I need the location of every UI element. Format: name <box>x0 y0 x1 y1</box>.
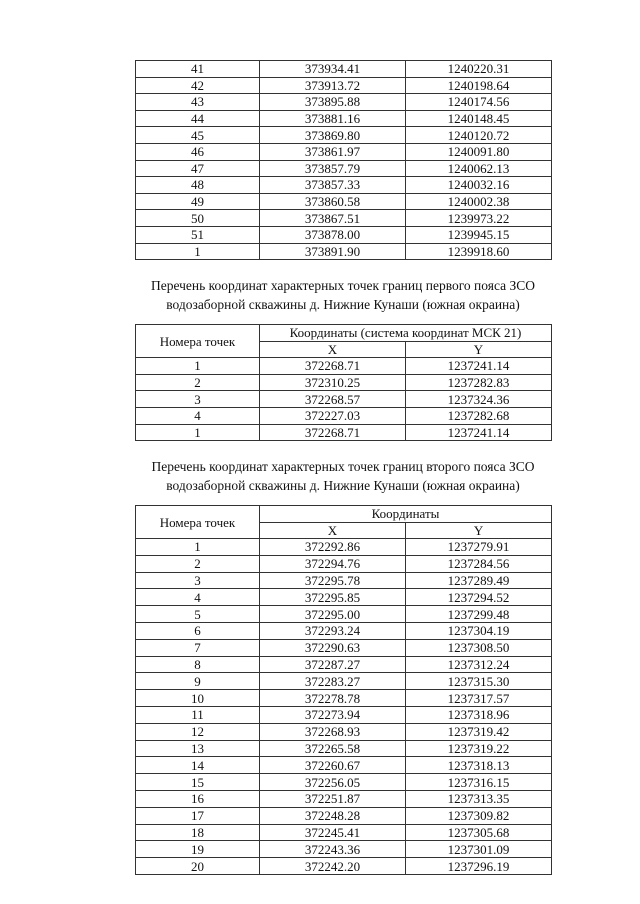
coordinates-column-header: Координаты (система координат МСК 21) <box>260 325 552 342</box>
table-row <box>136 807 552 824</box>
x-coordinate-cell: 372295.85 <box>260 589 406 606</box>
table-row <box>136 177 552 194</box>
y-coordinate-cell: 1240148.45 <box>406 110 552 127</box>
x-coordinate-cell: 372278.78 <box>260 690 406 707</box>
point-number-cell: 45 <box>136 127 260 144</box>
second-zone-coordinates-table <box>135 505 552 875</box>
y-coordinate-cell: 1237282.68 <box>406 408 552 425</box>
table-row <box>136 143 552 160</box>
coordinates-column-header: Координаты <box>260 506 552 523</box>
point-number-cell: 43 <box>136 94 260 111</box>
points-column-header: Номера точек <box>136 325 260 358</box>
point-number-cell: 48 <box>136 177 260 194</box>
y-coordinate-cell: 1237284.56 <box>406 555 552 572</box>
x-coordinate-cell: 372294.76 <box>260 555 406 572</box>
y-coordinate-cell: 1237313.35 <box>406 790 552 807</box>
x-coordinate-cell: 373878.00 <box>260 226 406 243</box>
y-column-header: Y <box>406 341 552 358</box>
point-number-cell: 20 <box>136 858 260 875</box>
y-coordinate-cell: 1237315.30 <box>406 673 552 690</box>
table-row <box>136 824 552 841</box>
x-coordinate-cell: 372260.67 <box>260 757 406 774</box>
point-number-cell: 1 <box>136 358 260 375</box>
table-row <box>136 210 552 227</box>
point-number-cell: 5 <box>136 606 260 623</box>
point-number-cell: 46 <box>136 143 260 160</box>
table-row <box>136 358 552 375</box>
y-coordinate-cell: 1237318.96 <box>406 706 552 723</box>
first-zone-caption-line1: Перечень координат характерных точек границ первого пояса ЗСО <box>150 278 536 293</box>
x-coordinate-cell: 373895.88 <box>260 94 406 111</box>
x-coordinate-cell: 373867.51 <box>260 210 406 227</box>
points-column-header: Номера точек <box>136 506 260 539</box>
coordinates-table-continuation <box>135 60 552 260</box>
table-row <box>136 589 552 606</box>
table-row <box>136 757 552 774</box>
x-coordinate-cell: 372227.03 <box>260 408 406 425</box>
table-row <box>136 110 552 127</box>
point-number-cell: 4 <box>136 589 260 606</box>
first-zone-coordinates-table <box>135 324 552 441</box>
y-coordinate-cell: 1240002.38 <box>406 193 552 210</box>
y-coordinate-cell: 1237319.22 <box>406 740 552 757</box>
table2-body <box>136 358 552 441</box>
y-coordinate-cell: 1237304.19 <box>406 622 552 639</box>
x-coordinate-cell: 373913.72 <box>260 77 406 94</box>
y-coordinate-cell: 1237241.14 <box>406 358 552 375</box>
x-coordinate-cell: 373857.79 <box>260 160 406 177</box>
table-row <box>136 226 552 243</box>
point-number-cell: 2 <box>136 555 260 572</box>
y-coordinate-cell: 1239973.22 <box>406 210 552 227</box>
point-number-cell: 12 <box>136 723 260 740</box>
x-coordinate-cell: 372295.00 <box>260 606 406 623</box>
x-coordinate-cell: 372287.27 <box>260 656 406 673</box>
x-coordinate-cell: 373934.41 <box>260 61 406 78</box>
table3-body <box>136 539 552 875</box>
point-number-cell: 6 <box>136 622 260 639</box>
point-number-cell: 51 <box>136 226 260 243</box>
y-coordinate-cell: 1237301.09 <box>406 841 552 858</box>
x-coordinate-cell: 372245.41 <box>260 824 406 841</box>
x-coordinate-cell: 372292.86 <box>260 539 406 556</box>
y-coordinate-cell: 1240062.13 <box>406 160 552 177</box>
point-number-cell: 3 <box>136 391 260 408</box>
point-number-cell: 13 <box>136 740 260 757</box>
y-coordinate-cell: 1239945.15 <box>406 226 552 243</box>
table-row <box>136 673 552 690</box>
table-row <box>136 408 552 425</box>
point-number-cell: 10 <box>136 690 260 707</box>
table1-body <box>136 61 552 260</box>
point-number-cell: 17 <box>136 807 260 824</box>
table-row <box>136 61 552 78</box>
point-number-cell: 42 <box>136 77 260 94</box>
y-coordinate-cell: 1237308.50 <box>406 639 552 656</box>
table-row <box>136 94 552 111</box>
y-coordinate-cell: 1237324.36 <box>406 391 552 408</box>
x-coordinate-cell: 372256.05 <box>260 774 406 791</box>
x-column-header: X <box>260 341 406 358</box>
x-coordinate-cell: 372248.28 <box>260 807 406 824</box>
second-zone-caption-line1: Перечень координат характерных точек границ второго пояса ЗСО <box>151 459 535 474</box>
y-coordinate-cell: 1237312.24 <box>406 656 552 673</box>
table-row <box>136 841 552 858</box>
y-coordinate-cell: 1237319.42 <box>406 723 552 740</box>
point-number-cell: 47 <box>136 160 260 177</box>
y-coordinate-cell: 1237317.57 <box>406 690 552 707</box>
y-coordinate-cell: 1240220.31 <box>406 61 552 78</box>
table-row <box>136 690 552 707</box>
x-coordinate-cell: 373891.90 <box>260 243 406 260</box>
x-coordinate-cell: 372268.71 <box>260 424 406 441</box>
point-number-cell: 19 <box>136 841 260 858</box>
table-row <box>136 639 552 656</box>
table-row <box>136 77 552 94</box>
x-coordinate-cell: 372243.36 <box>260 841 406 858</box>
y-coordinate-cell: 1237305.68 <box>406 824 552 841</box>
second-zone-caption-line2: водозаборной скважины д. Нижние Кунаши (южная окраина) <box>166 478 520 493</box>
point-number-cell: 1 <box>136 539 260 556</box>
y-coordinate-cell: 1239918.60 <box>406 243 552 260</box>
y-coordinate-cell: 1240091.80 <box>406 143 552 160</box>
table-row <box>136 774 552 791</box>
point-number-cell: 9 <box>136 673 260 690</box>
table-row <box>136 127 552 144</box>
x-coordinate-cell: 373869.80 <box>260 127 406 144</box>
x-coordinate-cell: 372293.24 <box>260 622 406 639</box>
table-row <box>136 243 552 260</box>
table-row <box>136 391 552 408</box>
point-number-cell: 11 <box>136 706 260 723</box>
point-number-cell: 18 <box>136 824 260 841</box>
table-row <box>136 539 552 556</box>
x-coordinate-cell: 372265.58 <box>260 740 406 757</box>
table2-header-row <box>136 325 552 342</box>
table-row <box>136 555 552 572</box>
table-row <box>136 193 552 210</box>
point-number-cell: 44 <box>136 110 260 127</box>
x-coordinate-cell: 373881.16 <box>260 110 406 127</box>
point-number-cell: 2 <box>136 374 260 391</box>
y-coordinate-cell: 1237309.82 <box>406 807 552 824</box>
x-coordinate-cell: 373857.33 <box>260 177 406 194</box>
point-number-cell: 1 <box>136 243 260 260</box>
table-row <box>136 656 552 673</box>
y-coordinate-cell: 1240198.64 <box>406 77 552 94</box>
x-coordinate-cell: 372268.93 <box>260 723 406 740</box>
table-row <box>136 374 552 391</box>
x-coordinate-cell: 372290.63 <box>260 639 406 656</box>
table-row <box>136 424 552 441</box>
table-row <box>136 740 552 757</box>
first-zone-caption-line2: водозаборной скважины д. Нижние Кунаши (южная окраина) <box>166 297 520 312</box>
first-zone-caption <box>100 276 586 314</box>
table-row <box>136 790 552 807</box>
y-coordinate-cell: 1237318.13 <box>406 757 552 774</box>
point-number-cell: 4 <box>136 408 260 425</box>
x-coordinate-cell: 372251.87 <box>260 790 406 807</box>
point-number-cell: 16 <box>136 790 260 807</box>
y-coordinate-cell: 1237294.52 <box>406 589 552 606</box>
y-coordinate-cell: 1237241.14 <box>406 424 552 441</box>
x-coordinate-cell: 372310.25 <box>260 374 406 391</box>
point-number-cell: 50 <box>136 210 260 227</box>
x-coordinate-cell: 372268.57 <box>260 391 406 408</box>
table-row <box>136 572 552 589</box>
x-coordinate-cell: 372242.20 <box>260 858 406 875</box>
y-coordinate-cell: 1237282.83 <box>406 374 552 391</box>
y-coordinate-cell: 1237279.91 <box>406 539 552 556</box>
x-coordinate-cell: 372295.78 <box>260 572 406 589</box>
y-coordinate-cell: 1240032.16 <box>406 177 552 194</box>
x-coordinate-cell: 372273.94 <box>260 706 406 723</box>
y-coordinate-cell: 1240120.72 <box>406 127 552 144</box>
y-coordinate-cell: 1237296.19 <box>406 858 552 875</box>
table3-header-row <box>136 506 552 523</box>
point-number-cell: 14 <box>136 757 260 774</box>
point-number-cell: 3 <box>136 572 260 589</box>
point-number-cell: 15 <box>136 774 260 791</box>
point-number-cell: 49 <box>136 193 260 210</box>
table-row <box>136 723 552 740</box>
point-number-cell: 41 <box>136 61 260 78</box>
table-row <box>136 706 552 723</box>
table-row <box>136 858 552 875</box>
y-coordinate-cell: 1237299.48 <box>406 606 552 623</box>
x-coordinate-cell: 372268.71 <box>260 358 406 375</box>
second-zone-caption <box>100 457 586 495</box>
x-coordinate-cell: 373860.58 <box>260 193 406 210</box>
y-column-header: Y <box>406 522 552 539</box>
y-coordinate-cell: 1237289.49 <box>406 572 552 589</box>
table-row <box>136 160 552 177</box>
table-row <box>136 606 552 623</box>
table-row <box>136 622 552 639</box>
y-coordinate-cell: 1237316.15 <box>406 774 552 791</box>
x-coordinate-cell: 372283.27 <box>260 673 406 690</box>
y-coordinate-cell: 1240174.56 <box>406 94 552 111</box>
x-coordinate-cell: 373861.97 <box>260 143 406 160</box>
point-number-cell: 1 <box>136 424 260 441</box>
point-number-cell: 7 <box>136 639 260 656</box>
x-column-header: X <box>260 522 406 539</box>
point-number-cell: 8 <box>136 656 260 673</box>
